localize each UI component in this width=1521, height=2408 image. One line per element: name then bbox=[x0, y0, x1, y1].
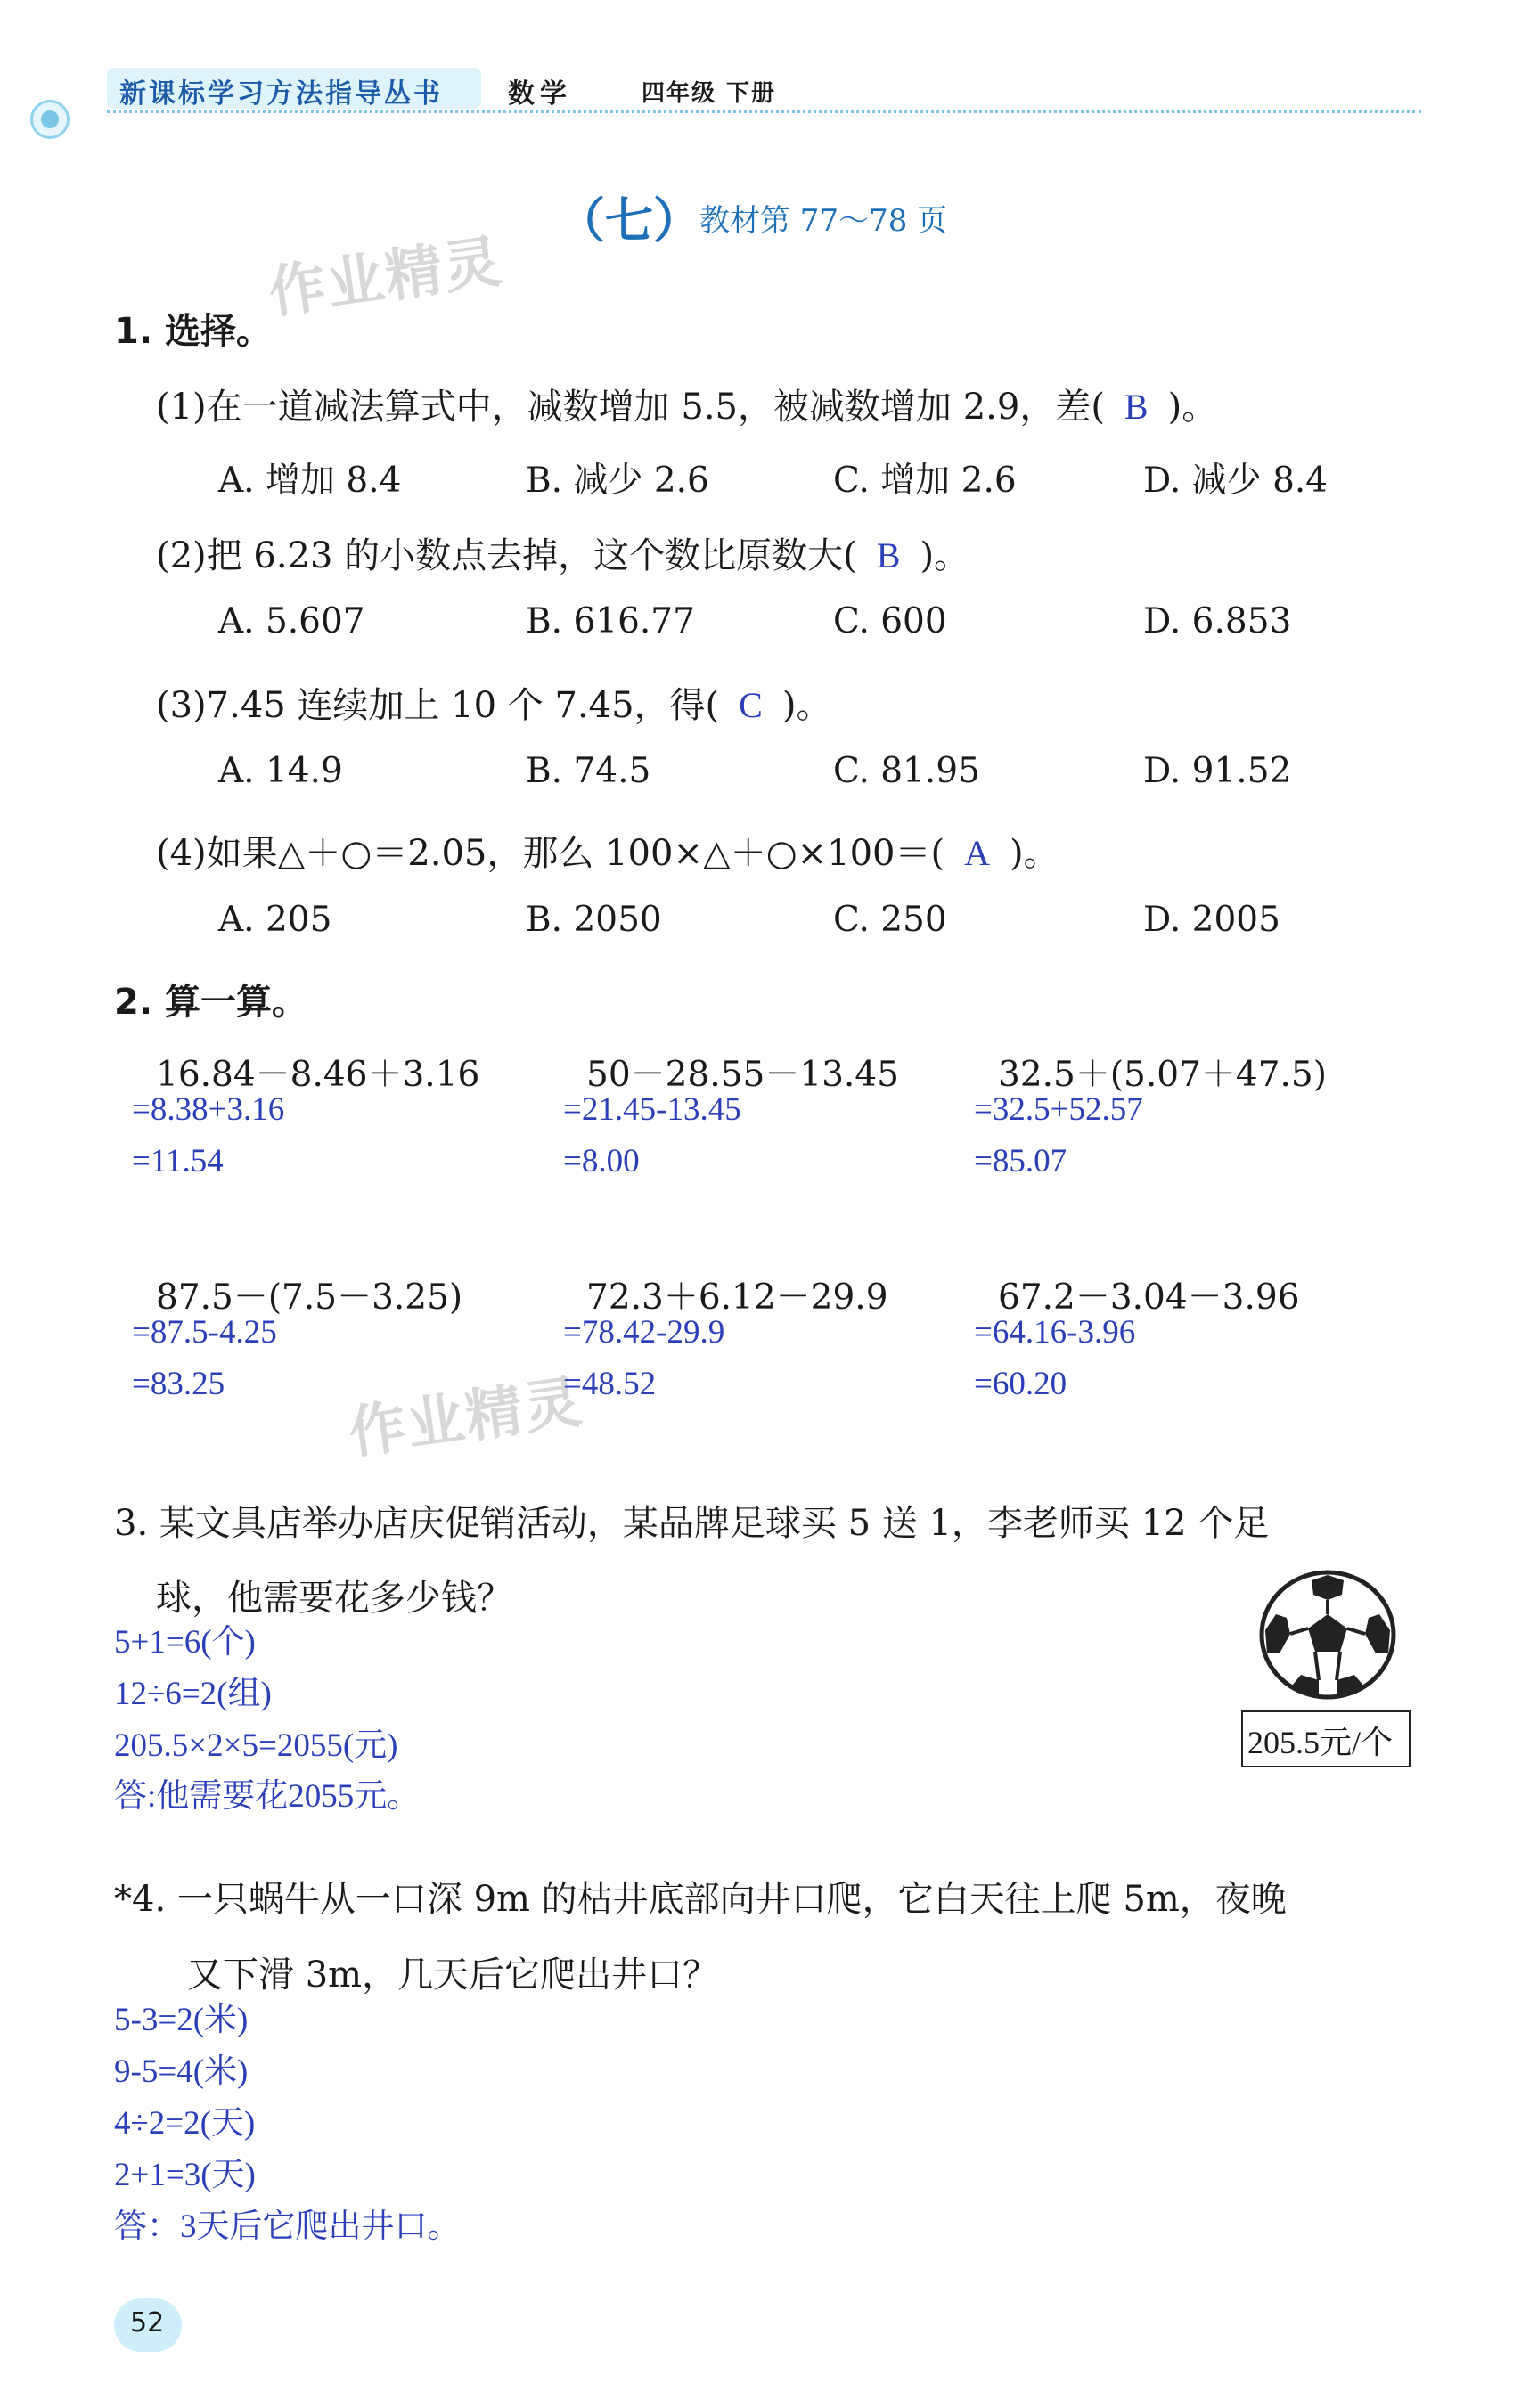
q1-2-answer: B bbox=[876, 535, 901, 575]
q2-title: 2. 算一算。 bbox=[114, 982, 307, 1023]
section-number: （七） bbox=[557, 192, 701, 249]
q1-2-stem bbox=[156, 527, 969, 578]
q4-answer-line-2: 9-5=4(米) bbox=[114, 2053, 249, 2090]
q1-4-option-a: A. 205 bbox=[218, 900, 332, 940]
q2-problem-2-step-1: =21.45-13.45 bbox=[563, 1091, 741, 1128]
q1-1-option-a: A. 增加 8.4 bbox=[218, 461, 402, 501]
watermark-top: 作业精灵 bbox=[264, 228, 507, 327]
q4-stem-line-1: *4. 一只蜗牛从一口深 9m 的枯井底部向井口爬，它白天往上爬 5m，夜晚 bbox=[114, 1879, 1287, 1920]
q3-stem-line-2: 球，他需要花多少钱？ bbox=[156, 1578, 512, 1619]
q4-stem-line-2: 又下滑 3m，几天后它爬出井口？ bbox=[187, 1955, 719, 1996]
q4-answer-line-5: 答：3天后它爬出井口。 bbox=[114, 2208, 461, 2245]
soccer-ball-icon bbox=[1256, 1568, 1399, 1702]
q1-2-stem-after: )。 bbox=[920, 535, 970, 576]
q2-problem-1-step-2: =11.54 bbox=[132, 1143, 224, 1180]
q1-3-stem-before: (3)7.45 连续加上 10 个 7.45，得( bbox=[156, 685, 720, 726]
q1-4-option-c: C. 250 bbox=[833, 900, 947, 940]
q1-1-option-c: C. 增加 2.6 bbox=[833, 461, 1017, 501]
q1-3-stem bbox=[156, 677, 831, 728]
q3-answer-line-4: 答:他需要花2055元。 bbox=[114, 1778, 421, 1815]
q2-problem-4-expression: 87.5－(7.5－3.25) bbox=[156, 1277, 463, 1318]
q1-3-option-c: C. 81.95 bbox=[833, 751, 980, 791]
q1-2-option-c: C. 600 bbox=[833, 601, 947, 641]
q3-answer-line-1: 5+1=6(个) bbox=[114, 1624, 256, 1661]
q1-1-answer: B bbox=[1124, 387, 1149, 427]
q2-problem-4-step-1: =87.5-4.25 bbox=[132, 1314, 277, 1351]
header-grade: 四年级 下册 bbox=[642, 80, 777, 107]
q2-problem-2-step-2: =8.00 bbox=[563, 1143, 640, 1180]
q2-problem-4-step-2: =83.25 bbox=[132, 1366, 225, 1402]
q1-4-answer: A bbox=[964, 833, 990, 873]
q1-4-stem-after: )。 bbox=[1010, 833, 1059, 874]
q1-3-answer: C bbox=[739, 685, 763, 725]
q1-4-stem-before: (4)如果△＋○＝2.05，那么 100×△＋○×100＝( bbox=[156, 833, 945, 874]
q2-problem-6-step-2: =60.20 bbox=[974, 1366, 1067, 1402]
q2-problem-6-expression: 67.2－3.04－3.96 bbox=[998, 1277, 1300, 1318]
q1-3-option-a: A. 14.9 bbox=[218, 751, 343, 791]
q1-1-stem bbox=[156, 379, 1217, 429]
page-number: 52 bbox=[130, 2307, 165, 2339]
header-dotted-rule bbox=[107, 110, 1421, 113]
q1-1-stem-after: )。 bbox=[1167, 387, 1218, 428]
q1-4-option-d: D. 2005 bbox=[1143, 900, 1280, 940]
q2-problem-1-step-1: =8.38+3.16 bbox=[132, 1091, 285, 1128]
q1-2-option-b: B. 616.77 bbox=[526, 601, 695, 641]
header-ornament-dot bbox=[41, 110, 59, 128]
q2-problem-1-expression: 16.84－8.46＋3.16 bbox=[156, 1055, 480, 1095]
q4-answer-line-4: 2+1=3(天) bbox=[114, 2157, 256, 2193]
q1-2-option-a: A. 5.607 bbox=[218, 601, 365, 641]
q2-problem-3-expression: 32.5＋(5.07＋47.5) bbox=[998, 1055, 1327, 1095]
q3-answer-line-3: 205.5×2×5=2055(元) bbox=[114, 1727, 398, 1764]
watermark-middle: 作业精灵 bbox=[344, 1368, 587, 1467]
q4-answer-line-3: 4÷2=2(天) bbox=[114, 2105, 256, 2142]
q2-problem-5-step-1: =78.42-29.9 bbox=[563, 1314, 725, 1351]
q1-1-option-d: D. 减少 8.4 bbox=[1143, 461, 1329, 501]
header-series-title: 新课标学习方法指导丛书 bbox=[119, 78, 443, 110]
q3-answer-line-2: 12÷6=2(组) bbox=[114, 1676, 272, 1712]
q1-3-option-b: B. 74.5 bbox=[526, 751, 651, 791]
q2-problem-6-step-1: =64.16-3.96 bbox=[974, 1314, 1136, 1351]
q1-3-stem-after: )。 bbox=[781, 685, 832, 726]
header-subject: 数学 bbox=[508, 78, 572, 110]
q2-problem-5-expression: 72.3＋6.12－29.9 bbox=[586, 1277, 888, 1318]
q2-problem-3-step-1: =32.5+52.57 bbox=[974, 1091, 1143, 1128]
q2-problem-3-step-2: =85.07 bbox=[974, 1143, 1067, 1180]
q1-2-option-d: D. 6.853 bbox=[1143, 601, 1292, 641]
q2-problem-5-step-2: =48.52 bbox=[563, 1366, 657, 1402]
q1-2-stem-before: (2)把 6.23 的小数点去掉，这个数比原数大( bbox=[156, 535, 857, 576]
q1-1-stem-before: (1)在一道减法算式中，减数增加 5.5，被减数增加 2.9，差( bbox=[156, 387, 1105, 428]
q3-stem-line-1: 3. 某文具店举办店庆促销活动，某品牌足球买 5 送 1，李老师买 12 个足 bbox=[114, 1503, 1270, 1544]
q1-title: 1. 选择。 bbox=[114, 311, 272, 352]
price-tag-text: 205.5元/个 bbox=[1247, 1725, 1394, 1760]
q1-3-option-d: D. 91.52 bbox=[1143, 751, 1292, 791]
section-textbook-reference: 教材第 77～78 页 bbox=[699, 203, 948, 239]
q1-4-option-b: B. 2050 bbox=[526, 900, 662, 940]
q1-4-stem bbox=[156, 825, 1059, 876]
q2-problem-2-expression: 50－28.55－13.45 bbox=[586, 1055, 899, 1095]
q1-1-option-b: B. 减少 2.6 bbox=[526, 461, 709, 501]
q4-answer-line-1: 5-3=2(米) bbox=[114, 2002, 249, 2038]
